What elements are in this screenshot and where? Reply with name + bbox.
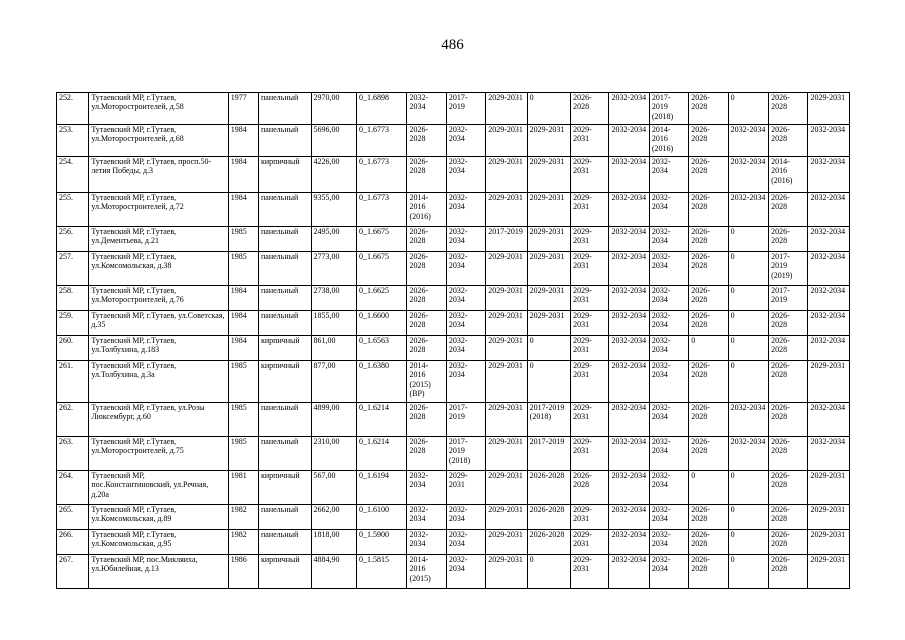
- work-2-cell: 2029-2031: [446, 471, 485, 505]
- work-10-cell: 2026-2028: [769, 336, 808, 361]
- area-cell: 1818,00: [311, 530, 356, 555]
- housing-table: [56, 92, 850, 589]
- work-4-cell: 0: [527, 336, 570, 361]
- work-9-cell: 0: [728, 286, 768, 311]
- work-7-cell: 2032-2034: [649, 286, 688, 311]
- work-1-cell: 2026-2028: [407, 403, 446, 437]
- work-8-cell: 2026-2028: [689, 311, 728, 336]
- work-10-cell: 2026-2028: [769, 530, 808, 555]
- work-6-cell: 2032-2034: [609, 93, 649, 125]
- work-7-cell: 2032-2034: [649, 336, 688, 361]
- work-5-cell: 2029-2031: [571, 505, 609, 530]
- table-row: [57, 227, 850, 252]
- work-9-cell: 0: [728, 93, 768, 125]
- wall-material-cell: панельный: [259, 437, 312, 471]
- address-cell: Тутаевский МР, г.Тутаев, ул.Комсомольская, д.89: [89, 505, 228, 530]
- index-cell: 0_1.6675: [356, 252, 407, 286]
- work-10-cell: 2017-2019: [769, 286, 808, 311]
- work-2-cell: 2032-2034: [446, 555, 485, 589]
- work-7-cell: 2017-2019 (2018): [649, 93, 688, 125]
- work-11-cell: 2032-2034: [808, 286, 850, 311]
- work-9-cell: 0: [728, 227, 768, 252]
- work-7-cell: 2032-2034: [649, 505, 688, 530]
- work-2-cell: 2017-2019 (2018): [446, 437, 485, 471]
- year-built-cell: 1985: [228, 361, 258, 403]
- address-cell: Тутаевский МР, г.Тутаев, ул.Толбухина, д.3а: [89, 361, 228, 403]
- table-row: [57, 471, 850, 505]
- work-9-cell: 0: [728, 361, 768, 403]
- work-10-cell: 2026-2028: [769, 471, 808, 505]
- area-cell: 2495,00: [311, 227, 356, 252]
- address-cell: Тутаевский МР, г.Тутаев, ул.Дементьева, д.21: [89, 227, 228, 252]
- work-6-cell: 2032-2034: [609, 361, 649, 403]
- work-5-cell: 2029-2031: [571, 403, 609, 437]
- work-11-cell: 2032-2034: [808, 403, 850, 437]
- work-6-cell: 2032-2034: [609, 437, 649, 471]
- year-built-cell: 1982: [228, 530, 258, 555]
- address-cell: Тутаевский МР, г.Тутаев, ул.Моторостроителей, д.72: [89, 193, 228, 227]
- work-3-cell: 2029-2031: [486, 505, 527, 530]
- address-cell: Тутаевский МР, г.Тутаев, ул.Советская, д.35: [89, 311, 228, 336]
- work-5-cell: 2029-2031: [571, 193, 609, 227]
- work-1-cell: 2026-2028: [407, 227, 446, 252]
- row-number-cell: 264.: [57, 471, 89, 505]
- address-cell: Тутаевский МР, г.Тутаев, ул.Моторостроителей, д.58: [89, 93, 228, 125]
- work-5-cell: 2026-2028: [571, 93, 609, 125]
- index-cell: 0_1.6563: [356, 336, 407, 361]
- work-9-cell: 0: [728, 252, 768, 286]
- work-1-cell: 2032-2034: [407, 505, 446, 530]
- work-7-cell: 2032-2034: [649, 193, 688, 227]
- work-10-cell: 2017-2019 (2019): [769, 252, 808, 286]
- index-cell: 0_1.6773: [356, 157, 407, 193]
- index-cell: 0_1.6194: [356, 471, 407, 505]
- work-8-cell: 2026-2028: [689, 555, 728, 589]
- index-cell: 0_1.6100: [356, 505, 407, 530]
- work-4-cell: 2029-2031: [527, 227, 570, 252]
- index-cell: 0_1.5815: [356, 555, 407, 589]
- work-8-cell: 2026-2028: [689, 505, 728, 530]
- work-3-cell: 2017-2019: [486, 227, 527, 252]
- area-cell: 9355,00: [311, 193, 356, 227]
- year-built-cell: 1984: [228, 311, 258, 336]
- work-2-cell: 2032-2034: [446, 286, 485, 311]
- work-11-cell: 2032-2034: [808, 437, 850, 471]
- work-5-cell: 2029-2031: [571, 125, 609, 157]
- work-5-cell: 2029-2031: [571, 555, 609, 589]
- work-4-cell: 0: [527, 93, 570, 125]
- work-2-cell: 2017-2019: [446, 403, 485, 437]
- work-11-cell: 2029-2031: [808, 530, 850, 555]
- work-3-cell: 2029-2031: [486, 530, 527, 555]
- table-row: [57, 403, 850, 437]
- work-9-cell: 0: [728, 336, 768, 361]
- work-3-cell: 2029-2031: [486, 336, 527, 361]
- year-built-cell: 1985: [228, 437, 258, 471]
- work-5-cell: 2029-2031: [571, 227, 609, 252]
- address-cell: Тутаевский МР, г.Тутаев, ул.Моторостроителей, д.68: [89, 125, 228, 157]
- index-cell: 0_1.5900: [356, 530, 407, 555]
- work-10-cell: 2026-2028: [769, 93, 808, 125]
- work-7-cell: 2032-2034: [649, 403, 688, 437]
- area-cell: 4226,00: [311, 157, 356, 193]
- work-6-cell: 2032-2034: [609, 311, 649, 336]
- work-2-cell: 2032-2034: [446, 227, 485, 252]
- work-1-cell: 2032-2034: [407, 93, 446, 125]
- address-cell: Тутаевский МР, г.Тутаев, просп.50-летия Победы, д.3: [89, 157, 228, 193]
- area-cell: 2662,00: [311, 505, 356, 530]
- wall-material-cell: панельный: [259, 252, 312, 286]
- index-cell: 0_1.6380: [356, 361, 407, 403]
- address-cell: Тутаевский МР, пос.Константиновский, ул.Речная, д.20а: [89, 471, 228, 505]
- work-9-cell: 0: [728, 311, 768, 336]
- area-cell: 1855,00: [311, 311, 356, 336]
- work-4-cell: 2029-2031: [527, 311, 570, 336]
- address-cell: Тутаевский МР, г.Тутаев, ул.Толбухина, д.183: [89, 336, 228, 361]
- work-6-cell: 2032-2034: [609, 252, 649, 286]
- table-row: [57, 286, 850, 311]
- wall-material-cell: кирпичный: [259, 471, 312, 505]
- work-3-cell: 2029-2031: [486, 437, 527, 471]
- work-11-cell: 2032-2034: [808, 227, 850, 252]
- table-row: [57, 555, 850, 589]
- work-7-cell: 2032-2034: [649, 471, 688, 505]
- table-row: [57, 530, 850, 555]
- work-7-cell: 2032-2034: [649, 227, 688, 252]
- work-9-cell: 0: [728, 555, 768, 589]
- work-3-cell: 2029-2031: [486, 286, 527, 311]
- table-row: [57, 193, 850, 227]
- work-3-cell: 2029-2031: [486, 93, 527, 125]
- area-cell: 2310,00: [311, 437, 356, 471]
- work-7-cell: 2032-2034: [649, 252, 688, 286]
- wall-material-cell: панельный: [259, 93, 312, 125]
- work-6-cell: 2032-2034: [609, 505, 649, 530]
- year-built-cell: 1981: [228, 471, 258, 505]
- work-1-cell: 2026-2028: [407, 125, 446, 157]
- work-3-cell: 2029-2031: [486, 311, 527, 336]
- work-1-cell: 2032-2034: [407, 530, 446, 555]
- work-3-cell: 2029-2031: [486, 252, 527, 286]
- address-cell: Тутаевский МР, г.Тутаев, ул.Комсомольская, д.95: [89, 530, 228, 555]
- work-9-cell: 2032-2034: [728, 157, 768, 193]
- work-8-cell: 2026-2028: [689, 286, 728, 311]
- row-number-cell: 263.: [57, 437, 89, 471]
- work-2-cell: 2032-2034: [446, 336, 485, 361]
- work-4-cell: 2026-2028: [527, 505, 570, 530]
- work-9-cell: 2032-2034: [728, 193, 768, 227]
- work-8-cell: 2026-2028: [689, 227, 728, 252]
- area-cell: 2970,00: [311, 93, 356, 125]
- work-9-cell: 0: [728, 471, 768, 505]
- work-1-cell: 2026-2028: [407, 157, 446, 193]
- work-2-cell: 2017-2019: [446, 93, 485, 125]
- work-1-cell: 2026-2028: [407, 286, 446, 311]
- work-6-cell: 2032-2034: [609, 227, 649, 252]
- work-1-cell: 2026-2028: [407, 336, 446, 361]
- index-cell: 0_1.6214: [356, 437, 407, 471]
- wall-material-cell: панельный: [259, 403, 312, 437]
- work-11-cell: 2032-2034: [808, 125, 850, 157]
- work-8-cell: 2026-2028: [689, 361, 728, 403]
- area-cell: 4899,00: [311, 403, 356, 437]
- work-11-cell: 2032-2034: [808, 336, 850, 361]
- work-6-cell: 2032-2034: [609, 125, 649, 157]
- work-2-cell: 2032-2034: [446, 252, 485, 286]
- address-cell: Тутаевский МР, г.Тутаев, ул.Моторостроителей, д.75: [89, 437, 228, 471]
- address-cell: Тутаевский МР, пос.Микляиха, ул.Юбилейная, д.13: [89, 555, 228, 589]
- year-built-cell: 1986: [228, 555, 258, 589]
- year-built-cell: 1985: [228, 252, 258, 286]
- work-5-cell: 2029-2031: [571, 286, 609, 311]
- work-7-cell: 2032-2034: [649, 361, 688, 403]
- work-10-cell: 2026-2028: [769, 505, 808, 530]
- year-built-cell: 1984: [228, 193, 258, 227]
- wall-material-cell: панельный: [259, 227, 312, 252]
- work-8-cell: 2026-2028: [689, 252, 728, 286]
- index-cell: 0_1.6214: [356, 403, 407, 437]
- work-3-cell: 2029-2031: [486, 403, 527, 437]
- row-number-cell: 262.: [57, 403, 89, 437]
- work-2-cell: 2032-2034: [446, 361, 485, 403]
- work-10-cell: 2026-2028: [769, 311, 808, 336]
- work-3-cell: 2029-2031: [486, 193, 527, 227]
- index-cell: 0_1.6773: [356, 125, 407, 157]
- row-number-cell: 260.: [57, 336, 89, 361]
- row-number-cell: 259.: [57, 311, 89, 336]
- work-6-cell: 2032-2034: [609, 286, 649, 311]
- year-built-cell: 1984: [228, 286, 258, 311]
- work-9-cell: 2032-2034: [728, 125, 768, 157]
- work-11-cell: 2032-2034: [808, 252, 850, 286]
- work-10-cell: 2014-2016 (2016): [769, 157, 808, 193]
- work-5-cell: 2029-2031: [571, 252, 609, 286]
- work-5-cell: 2029-2031: [571, 437, 609, 471]
- address-cell: Тутаевский МР, г.Тутаев, ул.Розы Люксембург, д.60: [89, 403, 228, 437]
- wall-material-cell: кирпичный: [259, 157, 312, 193]
- work-11-cell: 2032-2034: [808, 157, 850, 193]
- work-4-cell: 2029-2031: [527, 157, 570, 193]
- row-number-cell: 256.: [57, 227, 89, 252]
- work-4-cell: 2029-2031: [527, 286, 570, 311]
- work-7-cell: 2032-2034: [649, 157, 688, 193]
- work-9-cell: 2032-2034: [728, 403, 768, 437]
- work-4-cell: 2017-2019: [527, 437, 570, 471]
- wall-material-cell: панельный: [259, 125, 312, 157]
- work-1-cell: 2026-2028: [407, 437, 446, 471]
- row-number-cell: 265.: [57, 505, 89, 530]
- work-10-cell: 2026-2028: [769, 361, 808, 403]
- work-5-cell: 2029-2031: [571, 157, 609, 193]
- work-5-cell: 2029-2031: [571, 336, 609, 361]
- work-8-cell: 2026-2028: [689, 437, 728, 471]
- row-number-cell: 258.: [57, 286, 89, 311]
- area-cell: 861,00: [311, 336, 356, 361]
- wall-material-cell: панельный: [259, 530, 312, 555]
- work-4-cell: 2026-2028: [527, 471, 570, 505]
- year-built-cell: 1984: [228, 125, 258, 157]
- area-cell: 4884,90: [311, 555, 356, 589]
- work-6-cell: 2032-2034: [609, 157, 649, 193]
- work-2-cell: 2032-2034: [446, 505, 485, 530]
- work-1-cell: 2014-2016 (2016): [407, 193, 446, 227]
- work-2-cell: 2032-2034: [446, 157, 485, 193]
- work-8-cell: 2026-2028: [689, 125, 728, 157]
- work-8-cell: 0: [689, 336, 728, 361]
- work-7-cell: 2032-2034: [649, 437, 688, 471]
- work-10-cell: 2026-2028: [769, 193, 808, 227]
- address-cell: Тутаевский МР, г.Тутаев, ул.Моторостроителей, д.76: [89, 286, 228, 311]
- work-8-cell: 2026-2028: [689, 530, 728, 555]
- year-built-cell: 1984: [228, 157, 258, 193]
- table-row: [57, 361, 850, 403]
- work-1-cell: 2032-2034: [407, 471, 446, 505]
- work-4-cell: 0: [527, 555, 570, 589]
- area-cell: 2773,00: [311, 252, 356, 286]
- work-1-cell: 2014-2016 (2015): [407, 555, 446, 589]
- index-cell: 0_1.6675: [356, 227, 407, 252]
- work-2-cell: 2032-2034: [446, 193, 485, 227]
- work-7-cell: 2032-2034: [649, 555, 688, 589]
- index-cell: 0_1.6625: [356, 286, 407, 311]
- work-4-cell: 2017-2019 (2018): [527, 403, 570, 437]
- work-10-cell: 2026-2028: [769, 125, 808, 157]
- wall-material-cell: кирпичный: [259, 555, 312, 589]
- work-11-cell: 2032-2034: [808, 311, 850, 336]
- year-built-cell: 1977: [228, 93, 258, 125]
- work-7-cell: 2032-2034: [649, 530, 688, 555]
- table-row: [57, 311, 850, 336]
- work-4-cell: 2029-2031: [527, 193, 570, 227]
- wall-material-cell: панельный: [259, 311, 312, 336]
- work-7-cell: 2014-2016 (2016): [649, 125, 688, 157]
- year-built-cell: 1985: [228, 227, 258, 252]
- work-11-cell: 2029-2031: [808, 471, 850, 505]
- work-3-cell: 2029-2031: [486, 125, 527, 157]
- row-number-cell: 261.: [57, 361, 89, 403]
- wall-material-cell: кирпичный: [259, 336, 312, 361]
- work-10-cell: 2026-2028: [769, 227, 808, 252]
- work-9-cell: 0: [728, 505, 768, 530]
- row-number-cell: 253.: [57, 125, 89, 157]
- work-8-cell: 2026-2028: [689, 93, 728, 125]
- table-row: [57, 336, 850, 361]
- work-4-cell: 0: [527, 361, 570, 403]
- work-11-cell: 2029-2031: [808, 505, 850, 530]
- area-cell: 5696,00: [311, 125, 356, 157]
- work-2-cell: 2032-2034: [446, 530, 485, 555]
- work-10-cell: 2026-2028: [769, 403, 808, 437]
- work-11-cell: 2029-2031: [808, 93, 850, 125]
- work-4-cell: 2029-2031: [527, 125, 570, 157]
- work-2-cell: 2032-2034: [446, 125, 485, 157]
- wall-material-cell: панельный: [259, 505, 312, 530]
- work-1-cell: 2026-2028: [407, 311, 446, 336]
- work-6-cell: 2032-2034: [609, 193, 649, 227]
- year-built-cell: 1982: [228, 505, 258, 530]
- work-7-cell: 2032-2034: [649, 311, 688, 336]
- row-number-cell: 254.: [57, 157, 89, 193]
- area-cell: 567,00: [311, 471, 356, 505]
- work-10-cell: 2026-2028: [769, 555, 808, 589]
- row-number-cell: 255.: [57, 193, 89, 227]
- row-number-cell: 257.: [57, 252, 89, 286]
- work-5-cell: 2026-2028: [571, 471, 609, 505]
- table-row: [57, 157, 850, 193]
- work-3-cell: 2029-2031: [486, 157, 527, 193]
- table-row: [57, 437, 850, 471]
- work-6-cell: 2032-2034: [609, 403, 649, 437]
- work-8-cell: 2026-2028: [689, 193, 728, 227]
- work-3-cell: 2029-2031: [486, 361, 527, 403]
- work-6-cell: 2032-2034: [609, 336, 649, 361]
- work-10-cell: 2026-2028: [769, 437, 808, 471]
- work-1-cell: 2026-2028: [407, 252, 446, 286]
- work-9-cell: 2032-2034: [728, 437, 768, 471]
- year-built-cell: 1984: [228, 336, 258, 361]
- work-6-cell: 2032-2034: [609, 530, 649, 555]
- table-row: [57, 252, 850, 286]
- work-5-cell: 2029-2031: [571, 311, 609, 336]
- work-8-cell: 0: [689, 471, 728, 505]
- work-4-cell: 2029-2031: [527, 252, 570, 286]
- wall-material-cell: кирпичный: [259, 361, 312, 403]
- work-9-cell: 0: [728, 530, 768, 555]
- index-cell: 0_1.6898: [356, 93, 407, 125]
- work-2-cell: 2032-2034: [446, 311, 485, 336]
- work-8-cell: 2026-2028: [689, 403, 728, 437]
- table-row: [57, 505, 850, 530]
- work-8-cell: 2026-2028: [689, 157, 728, 193]
- index-cell: 0_1.6773: [356, 193, 407, 227]
- row-number-cell: 266.: [57, 530, 89, 555]
- work-3-cell: 2029-2031: [486, 555, 527, 589]
- work-11-cell: 2029-2031: [808, 555, 850, 589]
- wall-material-cell: панельный: [259, 286, 312, 311]
- work-11-cell: 2029-2031: [808, 361, 850, 403]
- wall-material-cell: панельный: [259, 193, 312, 227]
- year-built-cell: 1985: [228, 403, 258, 437]
- area-cell: 877,00: [311, 361, 356, 403]
- area-cell: 2738,00: [311, 286, 356, 311]
- row-number-cell: 267.: [57, 555, 89, 589]
- work-5-cell: 2029-2031: [571, 530, 609, 555]
- row-number-cell: 252.: [57, 93, 89, 125]
- work-1-cell: 2014-2016 (2015) (ВР): [407, 361, 446, 403]
- work-5-cell: 2029-2031: [571, 361, 609, 403]
- table-row: [57, 93, 850, 125]
- work-11-cell: 2032-2034: [808, 193, 850, 227]
- work-4-cell: 2026-2028: [527, 530, 570, 555]
- address-cell: Тутаевский МР, г.Тутаев, ул.Комсомольская, д.38: [89, 252, 228, 286]
- table-row: [57, 125, 850, 157]
- work-3-cell: 2029-2031: [486, 471, 527, 505]
- work-6-cell: 2032-2034: [609, 555, 649, 589]
- index-cell: 0_1.6600: [356, 311, 407, 336]
- page-number: 486: [441, 37, 464, 53]
- work-6-cell: 2032-2034: [609, 471, 649, 505]
